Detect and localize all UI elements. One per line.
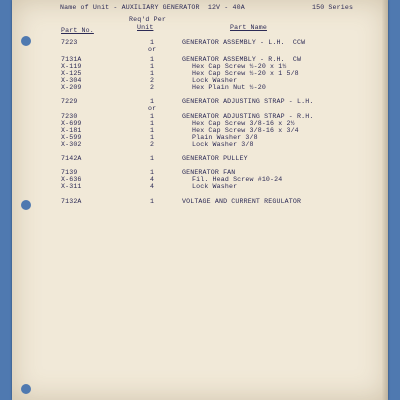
quantity: or bbox=[148, 46, 157, 53]
quantity: 1 bbox=[150, 155, 155, 162]
punch-hole bbox=[21, 384, 31, 394]
part-name: GENERATOR ASSEMBLY - L.H. CCW bbox=[182, 39, 306, 46]
document-page bbox=[12, 0, 388, 400]
part-number: X-304 bbox=[61, 77, 82, 84]
part-number: X-209 bbox=[61, 84, 82, 91]
column-header-unit: Unit bbox=[137, 24, 154, 31]
quantity: 4 bbox=[150, 176, 155, 183]
part-number: 7132A bbox=[61, 198, 82, 205]
part-number: X-699 bbox=[61, 120, 82, 127]
part-number: 7139 bbox=[61, 169, 78, 176]
part-name: GENERATOR ADJUSTING STRAP - R.H. bbox=[182, 113, 314, 120]
part-number: X-636 bbox=[61, 176, 82, 183]
quantity: 4 bbox=[150, 183, 155, 190]
part-number: X-599 bbox=[61, 134, 82, 141]
quantity: 2 bbox=[150, 141, 155, 148]
quantity: 1 bbox=[150, 39, 155, 46]
part-name: Lock Washer bbox=[192, 183, 238, 190]
quantity: 1 bbox=[150, 198, 155, 205]
part-number: X-119 bbox=[61, 63, 82, 70]
column-header-part-no: Part No. bbox=[61, 27, 94, 34]
part-number: 7223 bbox=[61, 39, 78, 46]
part-number: 7230 bbox=[61, 113, 78, 120]
part-number: 7142A bbox=[61, 155, 82, 162]
quantity: 1 bbox=[150, 56, 155, 63]
part-name: Hex Cap Screw ½-20 x 1½ bbox=[192, 63, 287, 70]
part-name: Hex Cap Screw 3/8-16 x 3/4 bbox=[192, 127, 299, 134]
series-label: 150 Series bbox=[312, 4, 354, 11]
part-name: GENERATOR PULLEY bbox=[182, 155, 248, 162]
part-name: Fil. Head Screw #10-24 bbox=[192, 176, 283, 183]
quantity: 1 bbox=[150, 127, 155, 134]
part-number: X-311 bbox=[61, 183, 82, 190]
part-name: Hex Plain Nut ½-20 bbox=[192, 84, 266, 91]
quantity: 1 bbox=[150, 120, 155, 127]
quantity: 1 bbox=[150, 113, 155, 120]
part-number: 7131A bbox=[61, 56, 82, 63]
column-header-reqd-per: Req'd Per bbox=[129, 16, 166, 23]
part-name: GENERATOR ASSEMBLY - R.H. CW bbox=[182, 56, 302, 63]
unit-name: Name of Unit - AUXILIARY GENERATOR 12V - 40A bbox=[60, 4, 245, 11]
part-name: VOLTAGE AND CURRENT REGULATOR bbox=[182, 198, 302, 205]
part-number: X-302 bbox=[61, 141, 82, 148]
part-name: Lock Washer bbox=[192, 77, 238, 84]
quantity: 2 bbox=[150, 84, 155, 91]
part-name: GENERATOR ADJUSTING STRAP - L.H. bbox=[182, 98, 314, 105]
punch-hole bbox=[21, 200, 31, 210]
part-name: Hex Cap Screw 3/8-16 x 2½ bbox=[192, 120, 295, 127]
quantity: 1 bbox=[150, 134, 155, 141]
part-number: 7229 bbox=[61, 98, 78, 105]
quantity: 1 bbox=[150, 98, 155, 105]
part-name: Lock Washer 3/8 bbox=[192, 141, 254, 148]
quantity: 1 bbox=[150, 63, 155, 70]
punch-hole bbox=[21, 36, 31, 46]
quantity: or bbox=[148, 105, 157, 112]
part-name: Hex Cap Screw ½-20 x 1 5/8 bbox=[192, 70, 299, 77]
part-number: X-181 bbox=[61, 127, 82, 134]
part-name: Plain Washer 3/8 bbox=[192, 134, 258, 141]
part-number: X-125 bbox=[61, 70, 82, 77]
quantity: 1 bbox=[150, 169, 155, 176]
quantity: 2 bbox=[150, 77, 155, 84]
page-edge bbox=[382, 0, 388, 400]
part-name: GENERATOR FAN bbox=[182, 169, 236, 176]
quantity: 1 bbox=[150, 70, 155, 77]
column-header-part-name: Part Name bbox=[230, 24, 267, 31]
